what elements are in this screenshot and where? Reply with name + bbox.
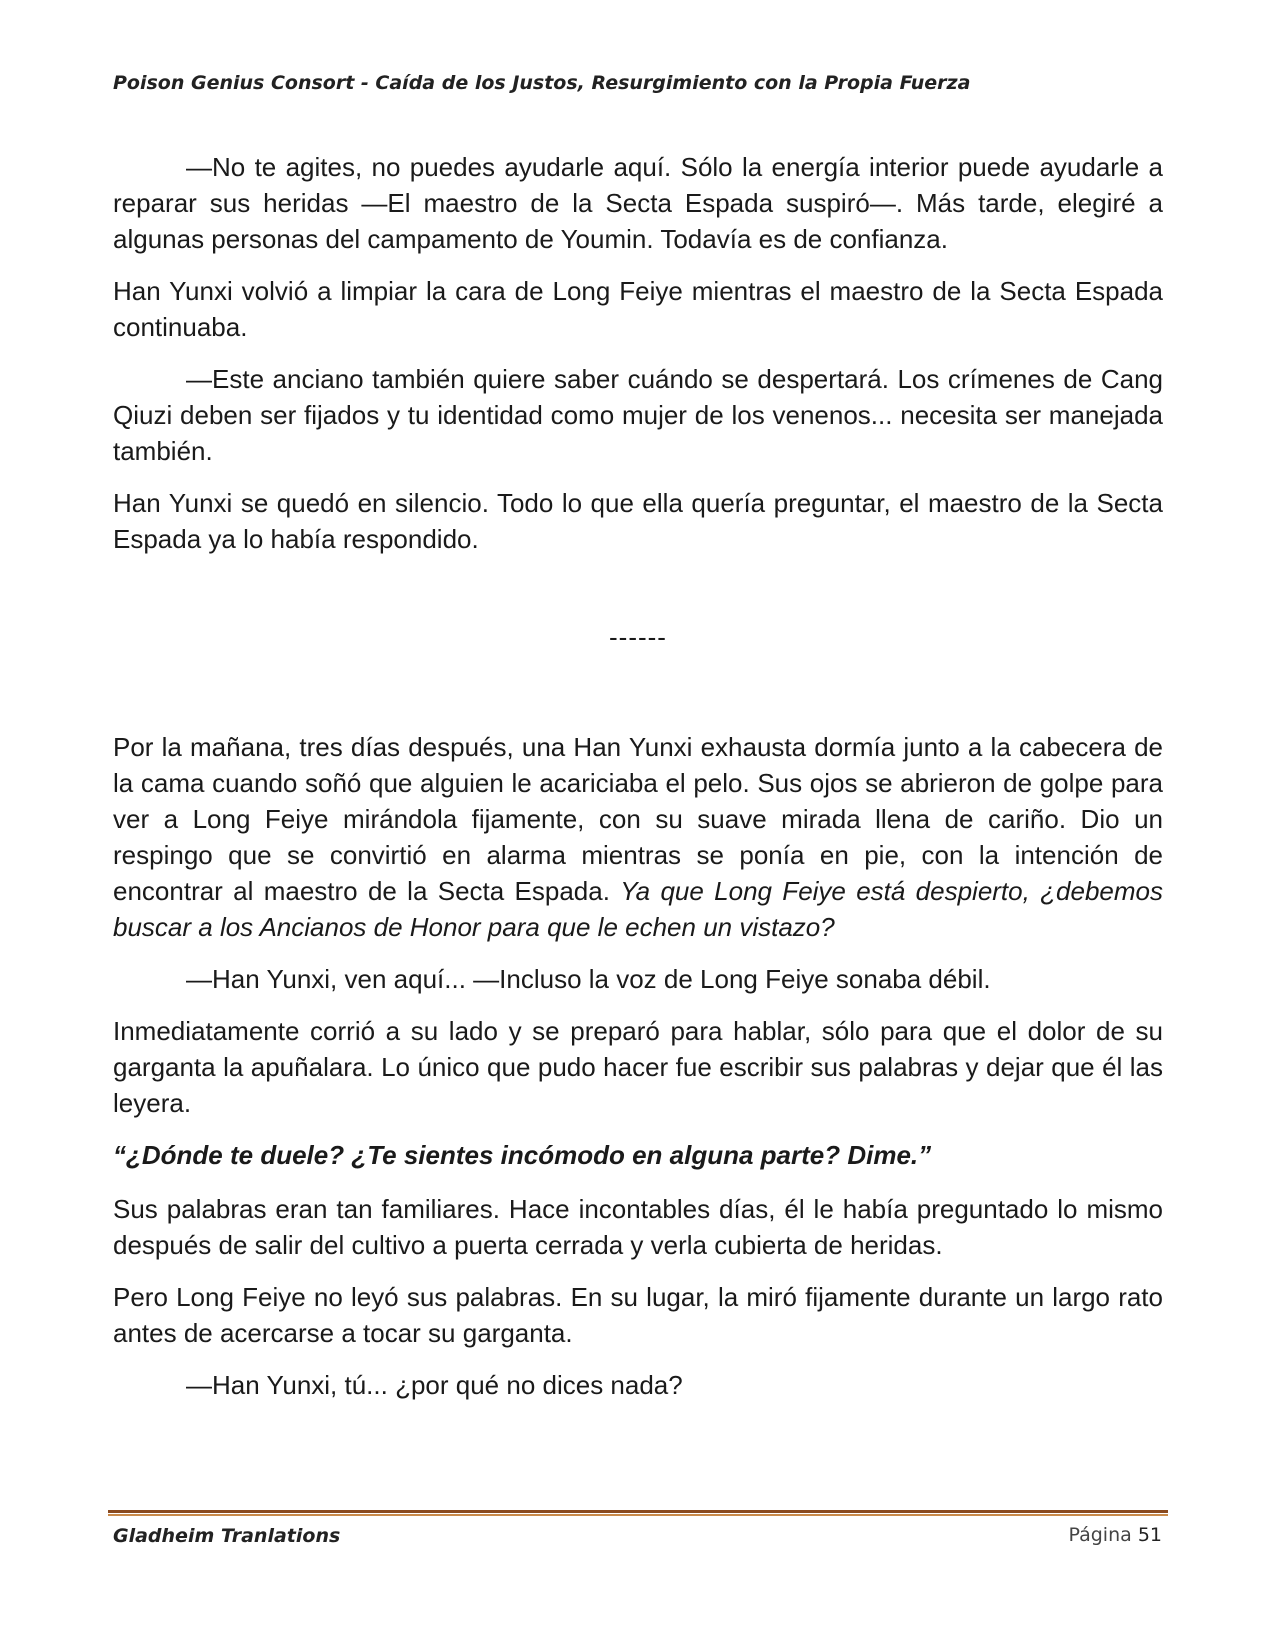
- paragraph: Han Yunxi se quedó en silencio. Todo lo que ella quería preguntar, el maestro de la Secta Espada ya lo había respondido.: [113, 488, 1163, 554]
- paragraph: Han Yunxi volvió a limpiar la cara de Long Feiye mientras el maestro de la Secta Espada continuaba.: [113, 276, 1163, 342]
- scene-separator: ------: [609, 622, 667, 652]
- scene-break: [113, 619, 1163, 655]
- paragraph: Pero Long Feiye no leyó sus palabras. En su lugar, la miró fijamente durante un largo rato antes de acercarse a tocar su garganta.: [113, 1282, 1163, 1348]
- footer-rule-light: [108, 1514, 1168, 1516]
- written-note: “¿Dónde te duele? ¿Te sientes incómodo en alguna parte? Dime.”: [113, 1140, 932, 1170]
- paragraph: —Han Yunxi, tú... ¿por qué no dices nada?: [186, 1370, 683, 1400]
- paragraph-text: Por la mañana, tres días después, una Han Yunxi exhausta dormía junto a la cabecera de la cama cuando soñó que alguien le acariciaba el pelo. Sus ojos se abrieron de golpe para ver a Long Feiye mirándola fijamente, con su suave mirada llena de cariño. Dio un respingo que se convirtió en alarma mientras se ponía en pie, con la intención de encontrar al maestro de la Secta Espada.: [113, 732, 1163, 906]
- footer-rule-dark: [108, 1510, 1168, 1513]
- paragraph: Inmediatamente corrió a su lado y se preparó para hablar, sólo para que el dolor de su garganta la apuñalara. Lo único que pudo hacer fue escribir sus palabras y dejar que él las leyera.: [113, 1016, 1163, 1118]
- italic-thought: Ya que Long Feiye está despierto, ¿debemos buscar a los Ancianos de Honor para que le echen un vistazo?: [113, 876, 1163, 942]
- paragraph: [113, 729, 1163, 945]
- paragraph: Sus palabras eran tan familiares. Hace incontables días, él le había preguntado lo mismo después de salir del cultivo a puerta cerrada y verla cubierta de heridas.: [113, 1194, 1163, 1260]
- paragraph: —Este anciano también quiere saber cuándo se despertará. Los crímenes de Cang Qiuzi deben ser fijados y tu identidad como mujer de los venenos... necesita ser manejada también.: [113, 364, 1163, 466]
- paragraph: —No te agites, no puedes ayudarle aquí. Sólo la energía interior puede ayudarle a reparar sus heridas —El maestro de la Secta Espada suspiró—. Más tarde, elegiré a algunas personas del campamento de Youmin. Todavía es de confianza.: [113, 152, 1163, 254]
- page-number-value: 51: [1137, 1524, 1162, 1546]
- body-text: [113, 149, 1163, 1419]
- page-label: Página: [1068, 1524, 1132, 1546]
- footer-publisher: Gladheim Tranlations: [113, 1525, 341, 1547]
- running-header: Poison Genius Consort - Caída de los Justos, Resurgimiento con la Propia Fuerza: [113, 72, 971, 94]
- footer-rule: [108, 1510, 1168, 1517]
- paragraph: —Han Yunxi, ven aquí... —Incluso la voz de Long Feiye sonaba débil.: [186, 964, 991, 994]
- page-number: [1068, 1524, 1162, 1546]
